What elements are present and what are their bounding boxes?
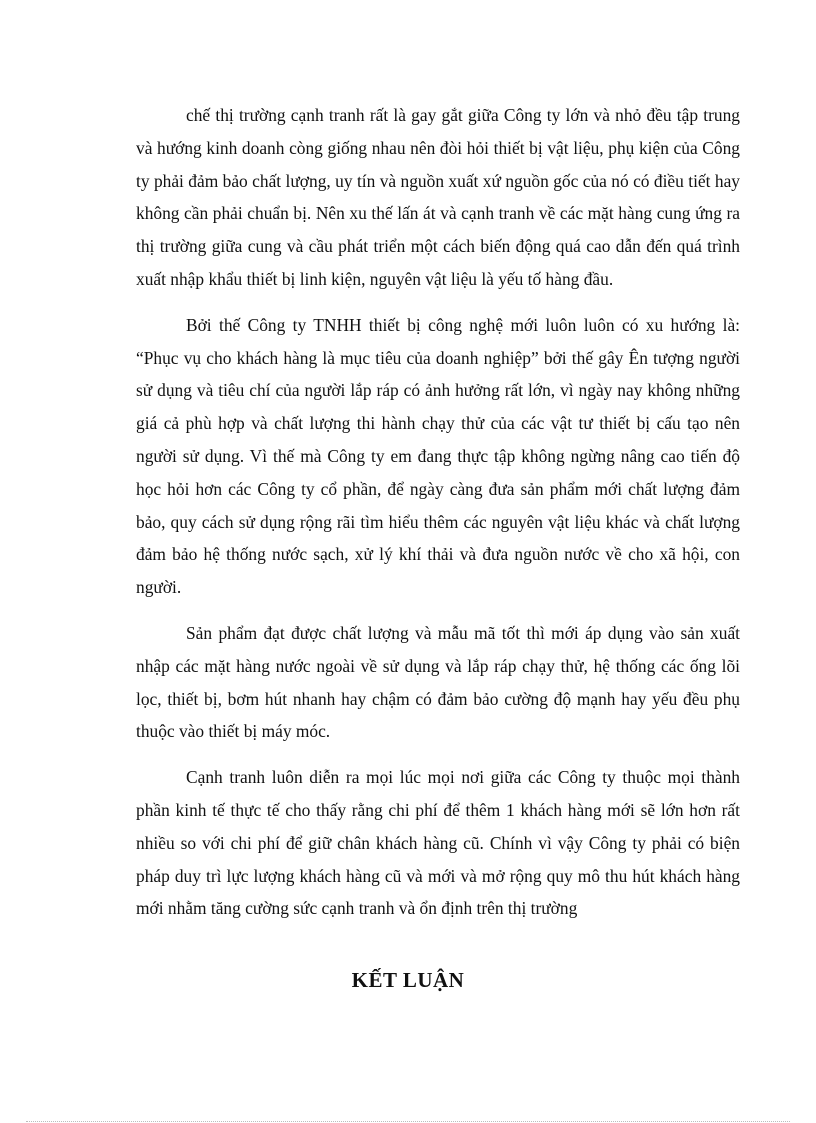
body-text <box>136 99 740 938</box>
paragraph-1: chế thị trường cạnh tranh rất là gay gắt giữa Công ty lớn và nhỏ đều tập trung và hướng kinh doanh còng giống nhau nên đòi hỏi thiết bị vật liệu, phụ kiện của Công ty phải đảm bảo chất lượng, uy tín và nguồn xuất xứ nguồn gốc của nó có điều tiết hay không cần phải chuẩn bị. Nên xu thế lấn át và cạnh tranh về các mặt hàng cung ứng ra thị trường giữa cung và cầu phát triển một cách biến động quá cao dẫn đến quá trình xuất nhập khẩu thiết bị linh kiện, nguyên vật liệu là yếu tố hàng đầu. <box>136 105 740 289</box>
paragraph-2: Bởi thế Công ty TNHH thiết bị công nghệ mới luôn luôn có xu hướng là: “Phục vụ cho khách hàng là mục tiêu của doanh nghiệp” bởi thế gây Ên tượng người sử dụng và tiêu chí của người lắp ráp có ảnh hưởng rất lớn, vì ngày nay không những giá cả phù hợp và chất lượng thi hành chạy thử của các vật tư thiết bị cấu tạo nên người sử dụng. Vì thế mà Công ty em đang thực tập không ngừng nâng cao tiến độ học hỏi hơn các Công ty cổ phần, để ngày càng đưa sản phẩm mới chất lượng đảm bảo, quy cách sử dụng rộng rãi tìm hiểu thêm các nguyên vật liệu khác và chất lượng đảm bảo hệ thống nước sạch, xử lý khí thải và đưa nguồn nước về cho xã hội, con người. <box>136 314 740 598</box>
section-heading: KẾT LUẬN <box>351 968 465 992</box>
page-bottom-divider <box>26 1121 790 1122</box>
paragraph-4: Cạnh tranh luôn diễn ra mọi lúc mọi nơi giữa các Công ty thuộc mọi thành phần kinh tế thực tế cho thấy rằng chi phí để thêm 1 khách hàng mới sẽ lớn hơn rất nhiều so với chi phí để giữ chân khách hàng cũ. Chính vì vậy Công ty phải có biện pháp duy trì lực lượng khách hàng cũ và mới và mở rộng quy mô thu hút khách hàng mới nhằm tăng cường sức cạnh tranh và ổn định trên thị trường <box>136 767 740 919</box>
paragraph-3: Sản phẩm đạt được chất lượng và mẫu mã tốt thì mới áp dụng vào sản xuất nhập các mặt hàng nước ngoài về sử dụng và lắp ráp chạy thử, hệ thống các ống lõi lọc, thiết bị, bơm hút nhanh hay chậm có đảm bảo cường độ mạnh hay yếu đều phụ thuộc vào thiết bị máy móc. <box>136 622 740 742</box>
